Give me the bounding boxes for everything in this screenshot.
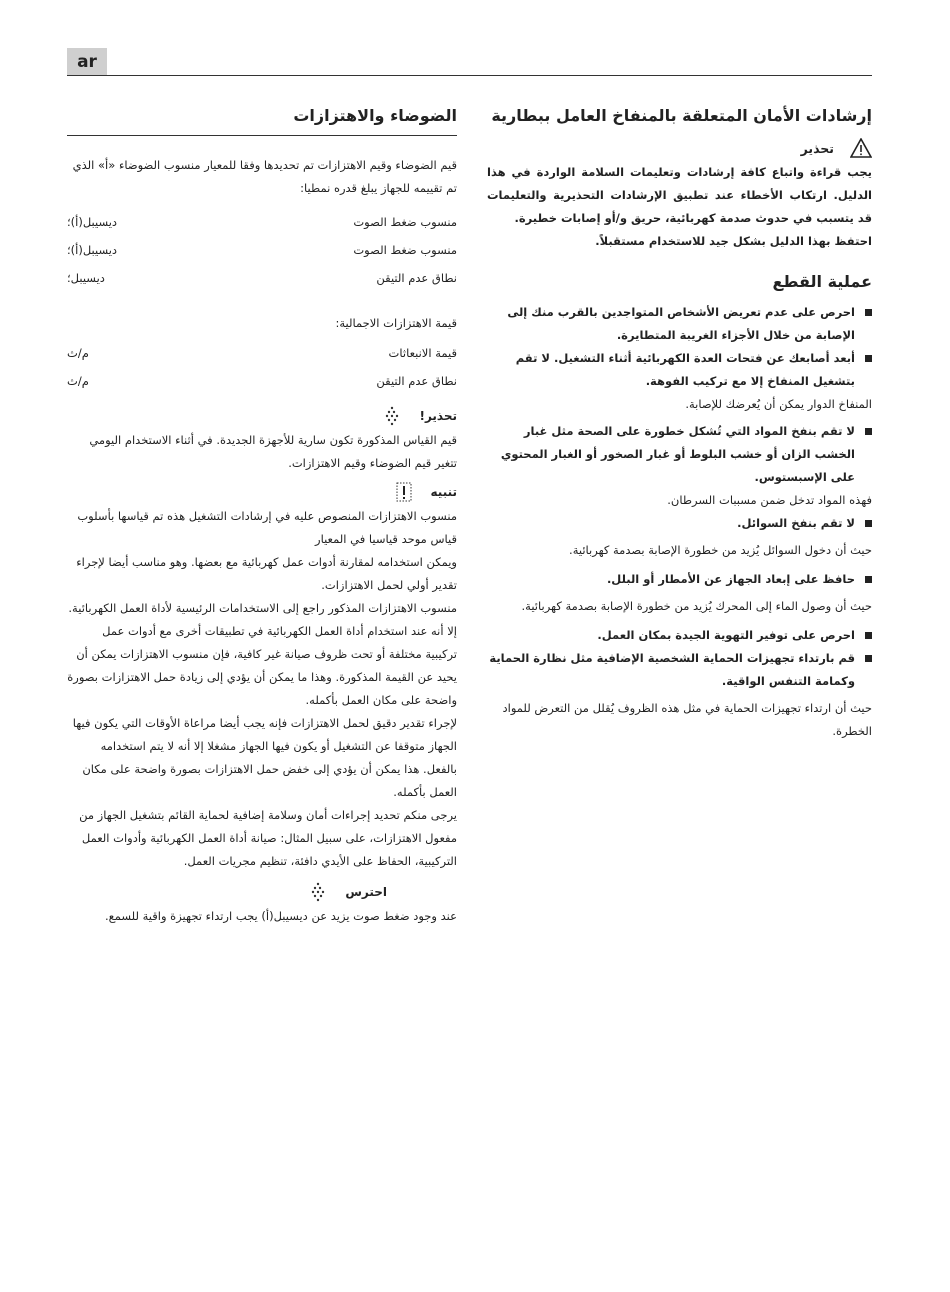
vibration-values-table [67, 339, 457, 395]
notice-paragraph: لإجراء تقدير دقيق لحمل الاهتزازات فإنه يجب أيضا مراعاة الأوقات التي يكون فيها الجهاز متوقفا عن التشغيل أو يكون فيها الجهاز مشغلا إلا أنه لا يتم استخدامه بالفعل. هذا يمكن أن يؤدي إلى خفض حمل الاهتزازات بصورة واضحة على مكان العمل بأكمله. [72, 716, 457, 799]
list-item: قم بارتداء تجهيزات الحماية الشخصية الإضافية مثل نظارة الحماية وكمامة التنفس الواقية. [487, 647, 872, 693]
list-item: أبعد أصابعك عن فتحات العدة الكهربائية أثناء التشغيل. لا تقم بتشغيل المنفاخ إلا مع تركيب الفوهة. [487, 347, 872, 393]
bullet-square-icon [865, 520, 872, 527]
table-row: منسوب ضغط الصوت ديسيبل(أ)؛ [67, 243, 457, 257]
list-item: حافظ على إبعاد الجهاز عن الأمطار أو البلل. [487, 568, 872, 591]
vibration-title: قيمة الاهتزازات الاجمالية: [335, 316, 457, 330]
warning-header [67, 403, 457, 429]
caution-label: احترس [345, 885, 387, 899]
bullet-square-icon [865, 655, 872, 662]
bullet-square-icon [865, 355, 872, 362]
keep-manual-text: احتفظ بهذا الدليل بشكل جيد للاستخدام مستقبلاً. [595, 234, 872, 248]
notice-paragraph: يرجى منكم تحديد إجراءات أمان وسلامة إضافية لحماية القائم بتشغيل الجهاز من مفعول الاهتزازات، على سبيل المثال: صيانة أداة العمل الكهربائية وأدوات العمل التركيبية، الحفاظ على الأيدي دافئة، تنظيم مجريات العمل. [79, 808, 457, 868]
list-note: حيث أن ارتداء تجهيزات الحماية في مثل هذه الظروف يُقلل من التعرض للمواد الخطرة. [502, 701, 872, 738]
list-item: لا تقم بنفخ السوائل. [487, 512, 872, 535]
safety-title: إرشادات الأمان المتعلقة بالمنفاخ العامل ببطارية [491, 106, 872, 125]
list-note: حيث أن وصول الماء إلى المحرك يُزيد من خطورة الإصابة بصدمة كهربائية. [521, 599, 872, 613]
safety-column [487, 103, 872, 743]
noise-title: الضوضاء والاهتزازات [67, 103, 457, 136]
bullet-square-icon [865, 632, 872, 639]
warning-label: تحذير [800, 140, 834, 156]
hand-vibration-icon [379, 405, 405, 427]
header-rule [67, 75, 872, 76]
warning-triangle-icon [850, 138, 872, 158]
warning-label: تحذير! [419, 409, 457, 423]
list-item: احرص على عدم تعريض الأشخاص المتواجدين بالقرب منك إلى الإصابة من خلال الأجزاء الغريبة المتطايرة. [487, 301, 872, 347]
list-note: المنفاخ الدوار يمكن أن يُعرضك للإصابة. [685, 397, 872, 411]
cutting-section-title: عملية القطع [772, 272, 872, 291]
bullet-square-icon [865, 576, 872, 583]
notice-label: تنبيه [430, 485, 457, 499]
noise-column [67, 103, 457, 928]
noise-intro: قيم الضوضاء وقيم الاهتزازات تم تحديدها وفقا للمعيار منسوب الضوضاء «أ» الذي تم تقييمه للجهاز يبلغ قدره نمطيا: [72, 158, 457, 195]
warning-text: قيم القياس المذكورة تكون سارية للأجهزة الجديدة. في أثناء الاستخدام اليومي تتغير قيم الضوضاء وقيم الاهتزازات. [89, 433, 457, 470]
table-row: نطاق عدم التيقن ديسيبل؛ [67, 271, 457, 285]
bullet-square-icon [865, 428, 872, 435]
table-row: قيمة الانبعاثات م/ث [67, 346, 457, 360]
document-notice-icon [391, 481, 417, 503]
list-note: فهذه المواد تدخل ضمن مسببات السرطان. [667, 493, 872, 507]
notice-paragraph: منسوب الاهتزازات المذكور راجع إلى الاستخدامات الرئيسية لأداة العمل الكهربائية. إلا أنه عند استخدام أداة العمل الكهربائية في تطبيقات أخرى مع أدوات عمل تركيبية مختلفة أو تحت ظروف صيانة غير كافية، فإن منسوب الاهتزازات يمكن أن يحيد عن القيمة المذكورة. وهذا ما يمكن أن يؤدي إلى زيادة حمل الاهتزازات بصورة واضحة على مكان العمل بأكمله. [67, 601, 457, 707]
table-row: نطاق عدم التيقن م/ث [67, 374, 457, 388]
caution-header [67, 879, 457, 905]
table-row: منسوب ضغط الصوت ديسيبل(أ)؛ [67, 215, 457, 229]
list-note: حيث أن دخول السوائل يُزيد من خطورة الإصابة بصدمة كهربائية. [569, 543, 872, 557]
language-tag: ar [67, 48, 107, 75]
warning-header [487, 135, 872, 161]
noise-values-table [67, 208, 457, 292]
warning-text: يجب قراءة واتباع كافة إرشادات وتعليمات السلامة الواردة في هذا الدليل. ارتكاب الأخطاء عند تطبيق الإرشادات التحذيرية والتعليمات قد يتسبب في حدوث صدمة كهربائية، حريق و/أو إصابات خطيرة. [487, 165, 872, 225]
notice-paragraph: منسوب الاهتزازات المنصوص عليه في إرشادات التشغيل هذه تم قياسها بأسلوب قياس موحد قياسيا في المعيار [77, 509, 457, 546]
notice-header [67, 479, 457, 505]
ear-protection-icon [305, 881, 331, 903]
list-item: لا تقم بنفخ المواد التي تُشكل خطورة على الصحة مثل غبار الخشب الزان أو خشب البلوط أو غبار الصخور أو الغبار المحتوي على الإسبستوس. [487, 420, 872, 489]
notice-paragraph: ويمكن استخدامه لمقارنة أدوات عمل كهربائية مع بعضها. وهو مناسب أيضا لإجراء تقدير أولي لحمل الاهتزازات. [76, 555, 457, 592]
bullet-square-icon [865, 309, 872, 316]
list-item: احرص على توفير التهوية الجيدة بمكان العمل. [487, 624, 872, 647]
caution-text: عند وجود ضغط صوت يزيد عن ديسيبل(أ) يجب ارتداء تجهيزة واقية للسمع. [104, 909, 457, 923]
